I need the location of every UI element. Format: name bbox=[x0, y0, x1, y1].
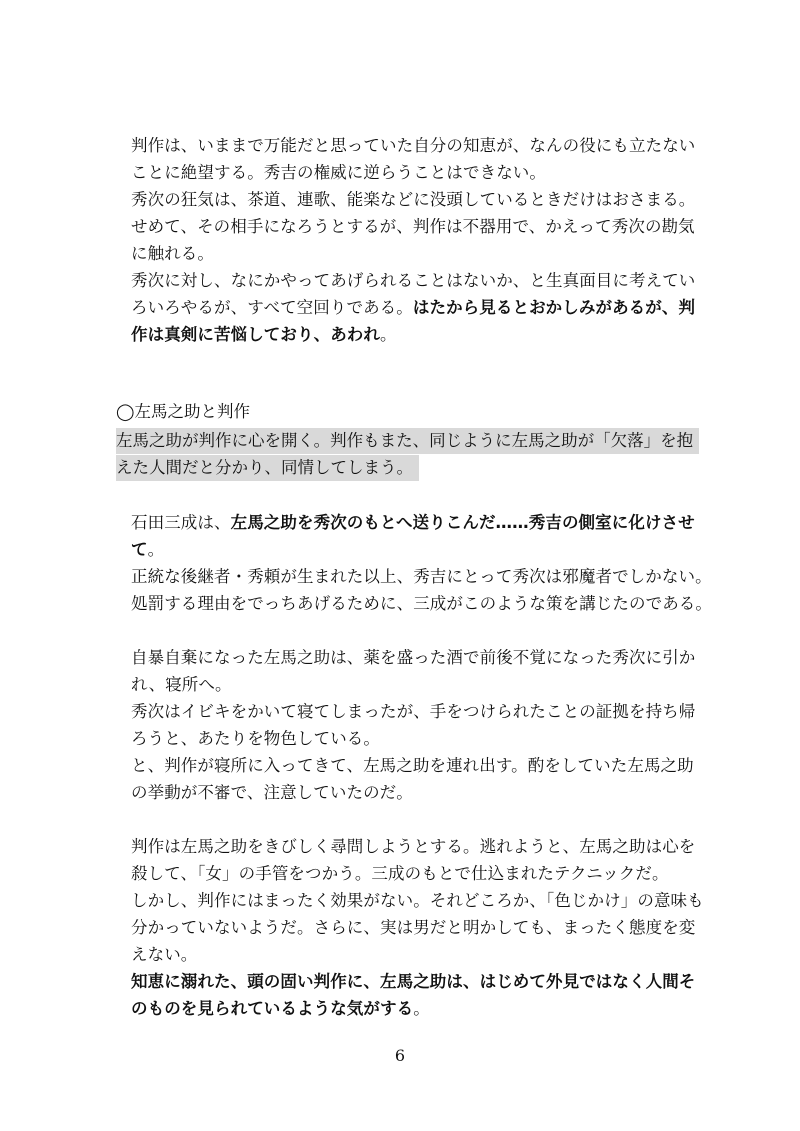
text-span: 石田三成は、 bbox=[131, 513, 231, 532]
text-span: ろいろやるが、すべて空回りである。 bbox=[131, 298, 413, 317]
text-line: ろうと、あたりを物色している。 bbox=[131, 729, 380, 748]
text-line bbox=[131, 970, 695, 994]
text-line: 秀次の狂気は、茶道、連歌、能楽などに没頭しているときだけはおさまる。 bbox=[131, 190, 696, 209]
text-line: せめて、その相手になろうとするが、判作は不器用で、かえって秀次の勘気 bbox=[131, 217, 695, 236]
text-line bbox=[131, 997, 430, 1021]
bold-text-span: のものを見られているような気がする bbox=[131, 999, 414, 1018]
text-line: 自暴自棄になった左馬之助は、薬を盛った酒で前後不覚になった秀次に引か bbox=[131, 648, 696, 667]
text-line: 秀次に対し、なにかやってあげられることはないか、と生真面目に考えてい bbox=[131, 271, 696, 290]
bold-text-span: 作は真剣に苦悩しており、あわれ bbox=[131, 325, 380, 344]
text-line: れ、寝所へ。 bbox=[131, 675, 232, 694]
bold-text-span: 左馬之助を秀次のもとへ送りこんだ……秀吉の側室に化けさせ bbox=[230, 513, 695, 532]
bold-text-span: はたから見るとおかしみがあるが、判 bbox=[412, 298, 696, 317]
bold-text-span: 知恵に溺れた、頭の固い判作に、左馬之助は、はじめて外見ではなく人間そ bbox=[131, 972, 696, 991]
text-line: 判作は左馬之助をきびしく尋問しようとする。逃れようと、左馬之助は心を bbox=[131, 837, 696, 856]
text-line: 殺して、「女」の手管をつかう。三成のもとで仕込まれたテクニックだ。 bbox=[131, 864, 669, 883]
page-number: 6 bbox=[394, 1046, 406, 1065]
text-span: 。 bbox=[413, 999, 430, 1018]
text-line: 判作は、いままで万能だと思っていた自分の知恵が、なんの役にも立たない bbox=[131, 136, 696, 155]
text-line: 処罰する理由をでっちあげるために、三成がこのような策を講じたのである。 bbox=[131, 594, 712, 613]
text-line bbox=[131, 538, 164, 562]
bold-text-span: て bbox=[131, 540, 148, 559]
text-line: と、判作が寝所に入ってきて、左馬之助を連れ出す。酌をしていた左馬之助 bbox=[131, 756, 694, 775]
text-line: に触れる。 bbox=[131, 244, 214, 263]
text-line: しかし、判作にはまったく効果がない。それどころか、「色じかけ」の意味も bbox=[131, 891, 704, 910]
text-line bbox=[131, 323, 397, 347]
text-span: 。 bbox=[380, 325, 397, 344]
text-line: 正統な後継者・秀頼が生まれた以上、秀吉にとって秀次は邪魔者でしかない。 bbox=[131, 567, 712, 586]
text-line: ことに絶望する。秀吉の権威に逆らうことはできない。 bbox=[131, 163, 546, 182]
text-line bbox=[131, 296, 695, 320]
section-heading: ◯左馬之助と判作 bbox=[116, 402, 250, 421]
text-line: の挙動が不審で、注意していたのだ。 bbox=[131, 783, 413, 802]
text-line: えない。 bbox=[131, 945, 198, 964]
text-line bbox=[131, 511, 695, 535]
text-line: 分かっていないようだ。さらに、実は男だと明かしても、まったく態度を変 bbox=[131, 918, 696, 937]
text-span: 。 bbox=[147, 540, 165, 559]
highlighted-summary-line: えた人間だと分かり、同情してしまう。 bbox=[116, 455, 419, 481]
text-line: 秀次はイビキをかいて寝てしまったが、手をつけられたことの証拠を持ち帰 bbox=[131, 702, 696, 721]
highlighted-summary-line: 左馬之助が判作に心を開く。判作もまた、同じように左馬之助が「欠落」を抱 bbox=[116, 428, 699, 454]
